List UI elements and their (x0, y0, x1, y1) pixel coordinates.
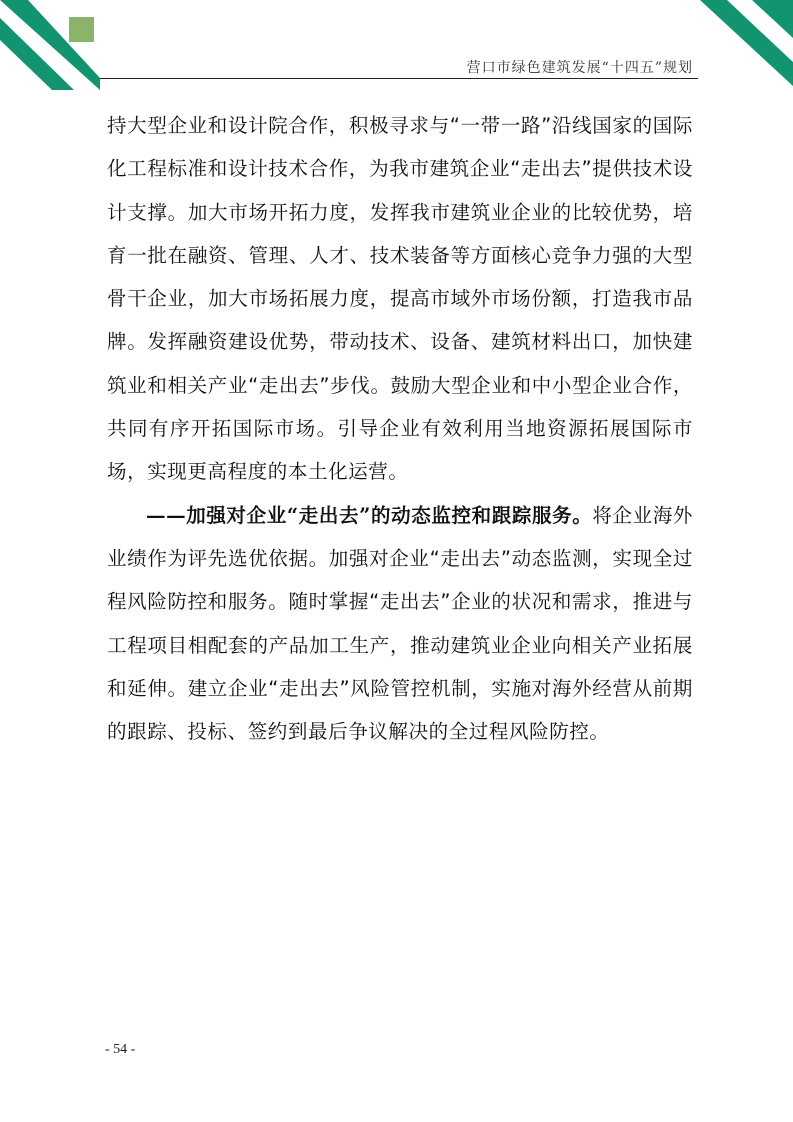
green-square-mark (69, 17, 94, 42)
paragraph-2 (107, 494, 693, 754)
header-decoration (0, 0, 793, 100)
paragraph-2-lead: ——加强对企业“走出去”的动态监控和跟踪服务。 (146, 503, 593, 527)
header-title: 营口市绿色建筑发展“十四五”规划 (466, 60, 693, 76)
paragraph-1: 持大型企业和设计院合作，积极寻求与“一带一路”沿线国家的国际化工程标准和设计技术合作，为我市建筑企业“走出去”提供技术设计支撑。加大市场开拓力度，发挥我市建筑业企业的比较优势，培育一批在融资、管理、人才、技术装备等方面核心竞争力强的大型骨干企业，加大市场拓展力度，提高市域外市场份额，打造我市品牌。发挥融资建设优势，带动技术、设备、建筑材料出口，加快建筑业和相关产业“走出去”步伐。鼓励大型企业和中小型企业合作，共同有序开拓国际市场。引导企业有效利用当地资源拓展国际市场，实现更高程度的本土化运营。 (107, 114, 693, 484)
page-number: - 54 - (105, 1042, 136, 1057)
header-rule (100, 78, 698, 79)
body-text (107, 104, 693, 753)
paragraph-2-text: 将企业海外业绩作为评先选优依据。加强对企业“走出去”动态监测，实现全过程风险防控和服务。随时掌握“走出去”企业的状况和需求，推进与工程项目相配套的产品加工生产，推动建筑业企业向相关产业拓展和延伸。建立企业“走出去”风险管控机制，实施对海外经营从前期的跟踪、投标、签约到最后争议解决的全过程风险防控。 (107, 503, 693, 744)
